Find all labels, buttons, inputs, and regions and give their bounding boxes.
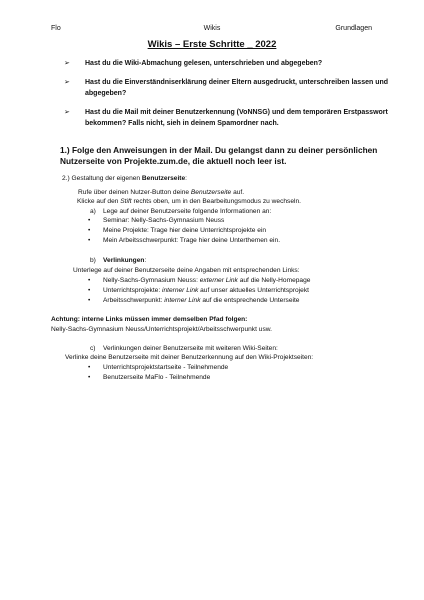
step-b-marker: b)	[90, 257, 96, 264]
list-item: • Benutzerseite MaFlo - Teilnehmende	[103, 373, 210, 383]
list-item: • Unterrichtsprojektstartseite - Teilnehmende	[103, 363, 228, 373]
instruction-line: Rufe über deinen Nutzer-Button deine Benutzerseite auf.	[78, 189, 245, 196]
list-item: • Mein Arbeitsschwerpunkt: Trage hier deine Unterthemen ein.	[103, 236, 280, 246]
step-c-marker: c)	[90, 345, 96, 352]
checklist-item: ➢ Hast du die Mail mit deiner Benutzerkennung (VoNNSG) und dem temporären Erstpasswort bekommen? Falls nicht, sieh in deinem Spamordner nach.	[64, 109, 388, 127]
header-left: Flo	[51, 25, 61, 32]
arrow-bullet-icon: ➢	[64, 109, 70, 116]
checklist-item: ➢ Hast du die Wiki-Abmachung gelesen, unterschrieben und abgegeben?	[64, 59, 404, 71]
arrow-bullet-icon: ➢	[64, 60, 70, 67]
section-2-heading: 2.) Gestaltung der eigenen Benutzerseite:	[62, 175, 188, 182]
step-c-text: Verlinkungen deiner Benutzerseite mit weiteren Wiki-Seiten:	[103, 345, 278, 352]
list-item: • Seminar: Nelly-Sachs-Gymnasium Neuss	[103, 216, 224, 226]
step-c-intro: Verlinke deine Benutzerseite mit deiner Benutzerkennung auf den Wiki-Projektseiten:	[65, 354, 314, 361]
note-path: Nelly-Sachs-Gymnasium Neuss/Unterrichtsprojekt/Arbeitsschwerpunkt usw.	[51, 326, 272, 333]
list-item: • Arbeitsschwerpunkt: interner Link auf die entsprechende Unterseite	[103, 296, 299, 306]
step-b-intro: Unterlege auf deiner Benutzerseite deine Angaben mit entsprechenden Links:	[73, 267, 300, 274]
instruction-line: Klicke auf den Stift rechts oben, um in den Bearbeitungsmodus zu wechseln.	[77, 198, 301, 205]
step-b-heading: Verlinkungen:	[103, 257, 147, 264]
note-heading: Achtung: interne Links müssen immer demselben Pfad folgen:	[51, 316, 248, 323]
section-1-instructions: 1.) Folge den Anweisungen in der Mail. Du gelangst dann zu deiner persönlichen Nutzerseite von Projekte.zum.de, die aktuell noch leer ist.	[60, 145, 378, 166]
list-item: • Nelly-Sachs-Gymnasium Neuss: externer Link auf die Nelly-Homepage	[103, 276, 310, 286]
header-right: Grundlagen	[335, 25, 372, 32]
step-a-marker: a)	[90, 208, 96, 215]
arrow-bullet-icon: ➢	[64, 79, 70, 86]
list-item: • Meine Projekte: Trage hier deine Unterrichtsprojekte ein	[103, 226, 266, 236]
step-a-text: Lege auf deiner Benutzerseite folgende Informationen an:	[103, 208, 272, 215]
list-item: • Unterrichtsprojekte: interner Link auf unser aktuelles Unterrichtsprojekt	[103, 286, 309, 296]
page-title: Wikis – Erste Schritte _ 2022	[147, 39, 277, 50]
checklist-item: ➢ Hast du die Einverständniserklärung deiner Eltern ausgedruckt, unterschreiben lassen und abgegeben?	[64, 79, 389, 97]
header-center: Wikis	[203, 25, 221, 32]
